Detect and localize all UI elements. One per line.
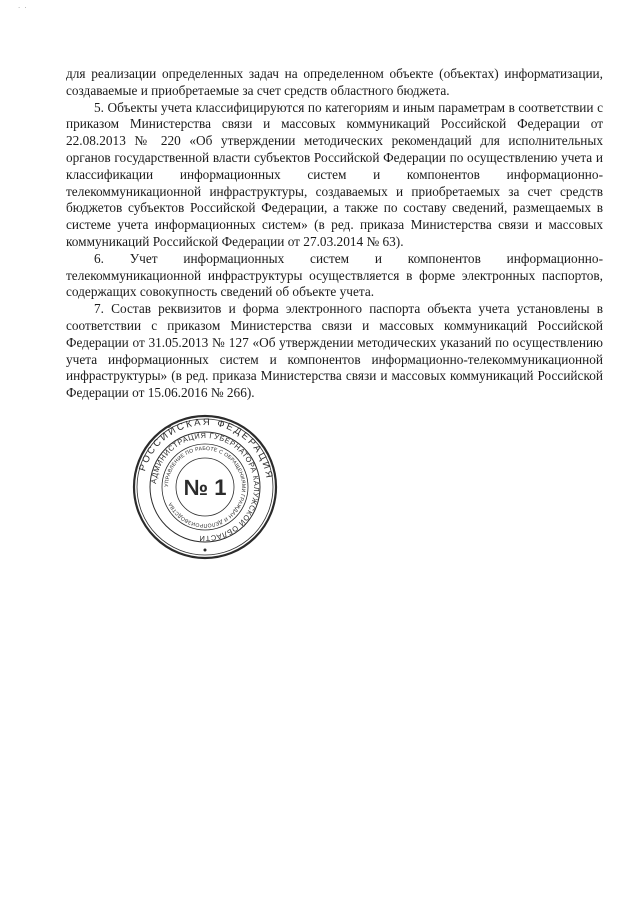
document-page [66,66,603,402]
paragraph-7: 7. Состав реквизитов и форма электронного паспорта объекта учета установлены в соответствии с приказом Министерства связи и массовых коммуникаций Российской Федерации от 31.05.2013 № 127 «Об утверждении методических указаний по осуществлению учета информационных систем и компонентов информационно-телекоммуникационной инфраструктуры» (в ред. приказа Министерства связи и массовых коммуникаций Российской Федерации от 15.06.2016 № 266). [66,301,603,401]
official-stamp [132,414,278,560]
scan-mark: · · [18,4,28,12]
stamp-ring-text: АДМИНИСТРАЦИЯ ГУБЕРНАТОРА КАЛУЖСКОЙ ОБЛАСТИ [149,430,262,544]
paragraph-5: 5. Объекты учета классифицируются по категориям и иным параметрам в соответствии с приказом Министерства связи и массовых коммуникаций Российской Федерации от 22.08.2013 № 220 «Об утверждении методических рекомендаций для исполнительных органов государственной власти субъектов Российской Федерации по осуществлению учета и классификации информационных систем и компонентов информационно-телекоммуникационной инфраструктуры, создаваемых и приобретаемых за счет средств бюджетов субъектов Российской Федерации, а также по составу сведений, размещаемых в системе учета информационных систем» (в ред. приказа Министерства связи и массовых коммуникаций Российской Федерации от 27.03.2014 № 63). [66,99,603,249]
stamp-seal-graphic [132,414,278,560]
stamp-inner-text: УПРАВЛЕНИЕ ПО РАБОТЕ С ОБРАЩЕНИЯМИ ГРАЖДАН И ДЕЛОПРОИЗВОДСТВА [163,445,247,529]
stamp-outer-text: РОССИЙСКАЯ ФЕДЕРАЦИЯ [137,416,275,481]
paragraph-continuation: для реализации определенных задач на определенном объекте (объектах) информатизации, создаваемые и приобретаемые за счет средств областного бюджета. [66,66,603,98]
paragraph-6: 6. Учет информационных систем и компонентов информационно-телекоммуникационной инфраструктуры осуществляется в форме электронных паспортов, содержащих совокупность сведений об объекте учета. [66,250,603,300]
stamp-center-number: № 1 [183,475,227,500]
